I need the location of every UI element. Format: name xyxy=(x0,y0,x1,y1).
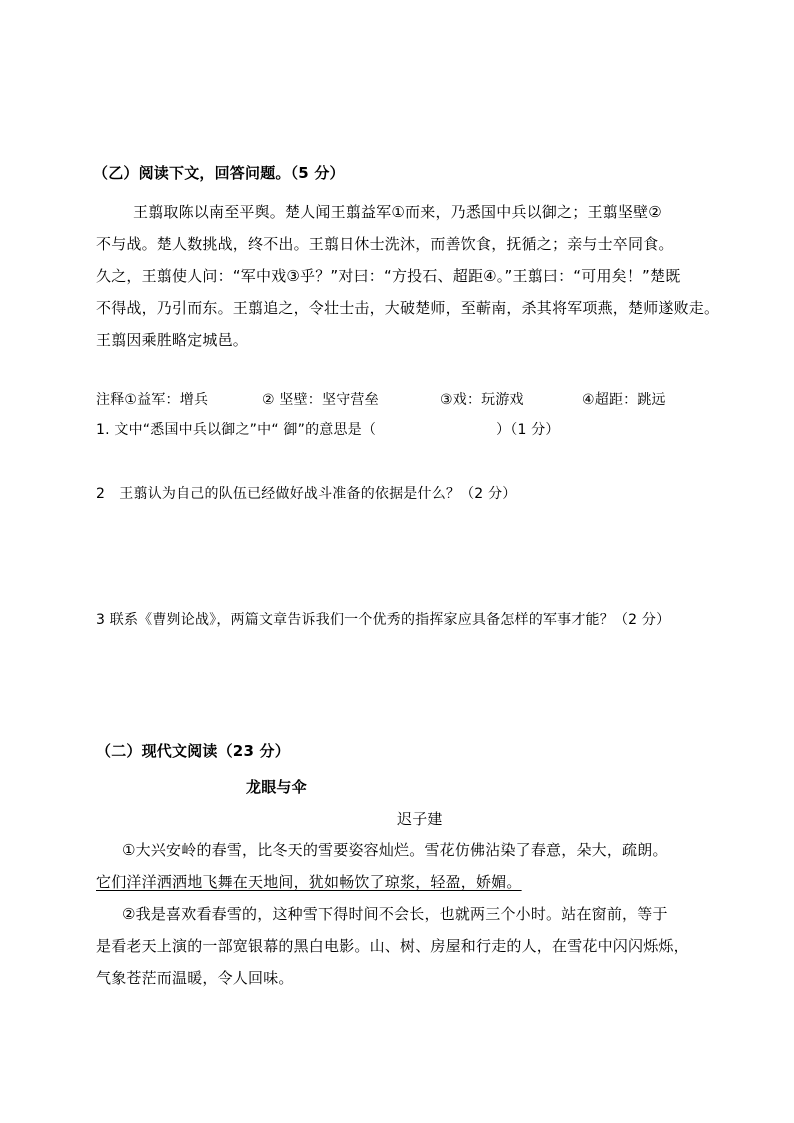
question-2: 2 王翦认为自己的队伍已经做好战斗准备的依据是什么？（2 分） xyxy=(96,486,517,502)
question-1 xyxy=(96,419,560,441)
paragraph-2-line: 是看老天上演的一部宽银幕的黑白电影。山、树、房屋和行走的人，在雪花中闪闪烁烁， xyxy=(96,937,689,955)
paragraph-1-line-underlined: 它们洋洋洒洒地飞舞在天地间，犹如畅饮了琼浆，轻盈，娇媚。 xyxy=(96,873,522,891)
passage-line: 不得战，乃引而东。王翦追之，令壮士击，大破楚师，至蕲南，杀其将军项燕，楚师遂败走。 xyxy=(96,299,720,317)
passage-line: 不与战。楚人数挑战，终不出。王翦日休士洗沐，而善饮食，抚循之；亲与士卒同食。 xyxy=(96,235,674,253)
note-4: ④超距：跳远 xyxy=(582,392,666,408)
section-er-heading: （二）现代文阅读（23 分） xyxy=(96,742,290,760)
note-1: 注释①益军：增兵 xyxy=(96,392,209,408)
passage-line: 久之，王翦使人问：“军中戏③乎？”对曰：“方投石、超距④。”王翦曰：“可用矣！”楚既 xyxy=(96,267,681,285)
question-3: 3 联系《曹刿论战》，两篇文章告诉我们一个优秀的指挥家应具备怎样的军事才能？（2 分） xyxy=(96,612,671,628)
note-3: ③戏：玩游戏 xyxy=(440,392,524,408)
passage-line: 王翦因乘胜略定城邑。 xyxy=(96,331,249,349)
passage-line: 王翦取陈以南至平舆。楚人闻王翦益军①而来，乃悉国中兵以御之；王翦坚壁② xyxy=(133,203,662,221)
article-title: 龙眼与伞 xyxy=(246,778,307,796)
paragraph-2-line: 气象苍茫而温暖，令人回味。 xyxy=(96,969,294,987)
question-1-suffix: ）（1 分） xyxy=(496,422,560,438)
section-yi-heading: （乙）阅读下文，回答问题。（5 分） xyxy=(93,164,345,182)
note-2: ② 坚壁：坚守营垒 xyxy=(262,392,379,408)
question-1-prefix: 1. 文中“悉国中兵以御之”中“ 御”的意思是（ xyxy=(96,422,377,438)
article-author: 迟子建 xyxy=(397,810,443,828)
paragraph-1-line: ①大兴安岭的春雪，比冬天的雪要姿容灿烂。雪花仿佛沾染了春意，朵大，疏朗。 xyxy=(122,841,668,859)
paragraph-2-line: ②我是喜欢看春雪的，这种雪下得时间不会长，也就两三个小时。站在窗前，等于 xyxy=(122,905,668,923)
